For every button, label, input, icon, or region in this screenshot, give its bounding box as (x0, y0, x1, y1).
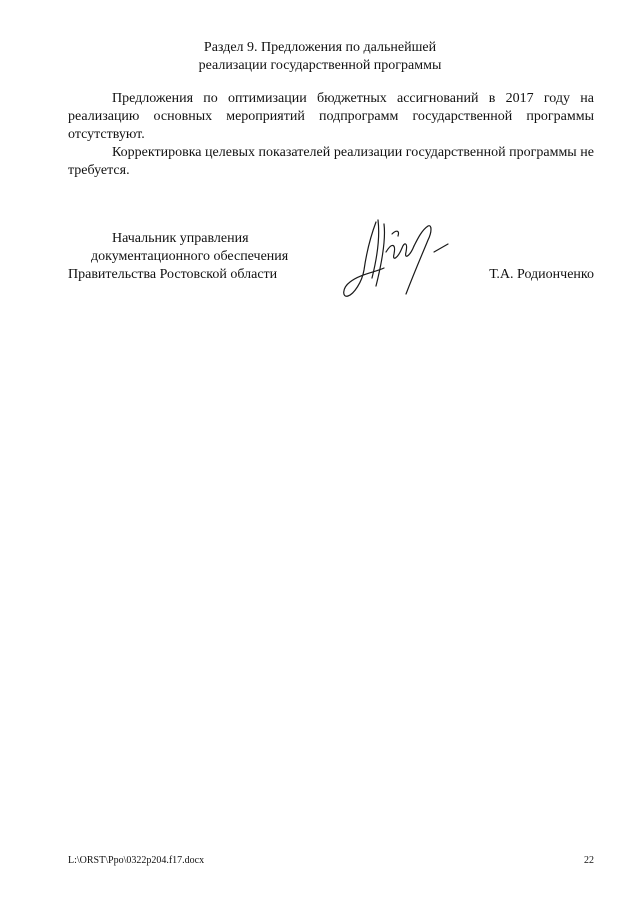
handwritten-signature (336, 212, 456, 304)
section-title-line-1: Раздел 9. Предложения по дальнейшей (203, 40, 437, 55)
footer-file-path: L:\ORST\Ppo\0322p204.f17.docx (68, 855, 205, 866)
page-number: 22 (584, 855, 594, 866)
position-line-3: Правительства Ростовской области (68, 267, 278, 282)
position-line-1: Начальник управления (112, 231, 249, 246)
signatory-position (68, 230, 308, 284)
body-paragraph-1 (68, 90, 594, 144)
body-paragraph-2 (68, 144, 594, 180)
paragraph-text: Корректировка целевых показателей реализации государственной программы не требуется. (68, 145, 594, 178)
position-line-2: документационного обеспечения (91, 249, 289, 264)
paragraph-text: Предложения по оптимизации бюджетных ассигнований в 2017 году на реализацию основных мероприятий подпрограмм государственной программы отсутствуют. (68, 91, 594, 142)
section-heading (0, 39, 640, 75)
section-title-line-2: реализации государственной программы (198, 58, 442, 73)
signer-name: Т.А. Родионченко (489, 267, 594, 282)
